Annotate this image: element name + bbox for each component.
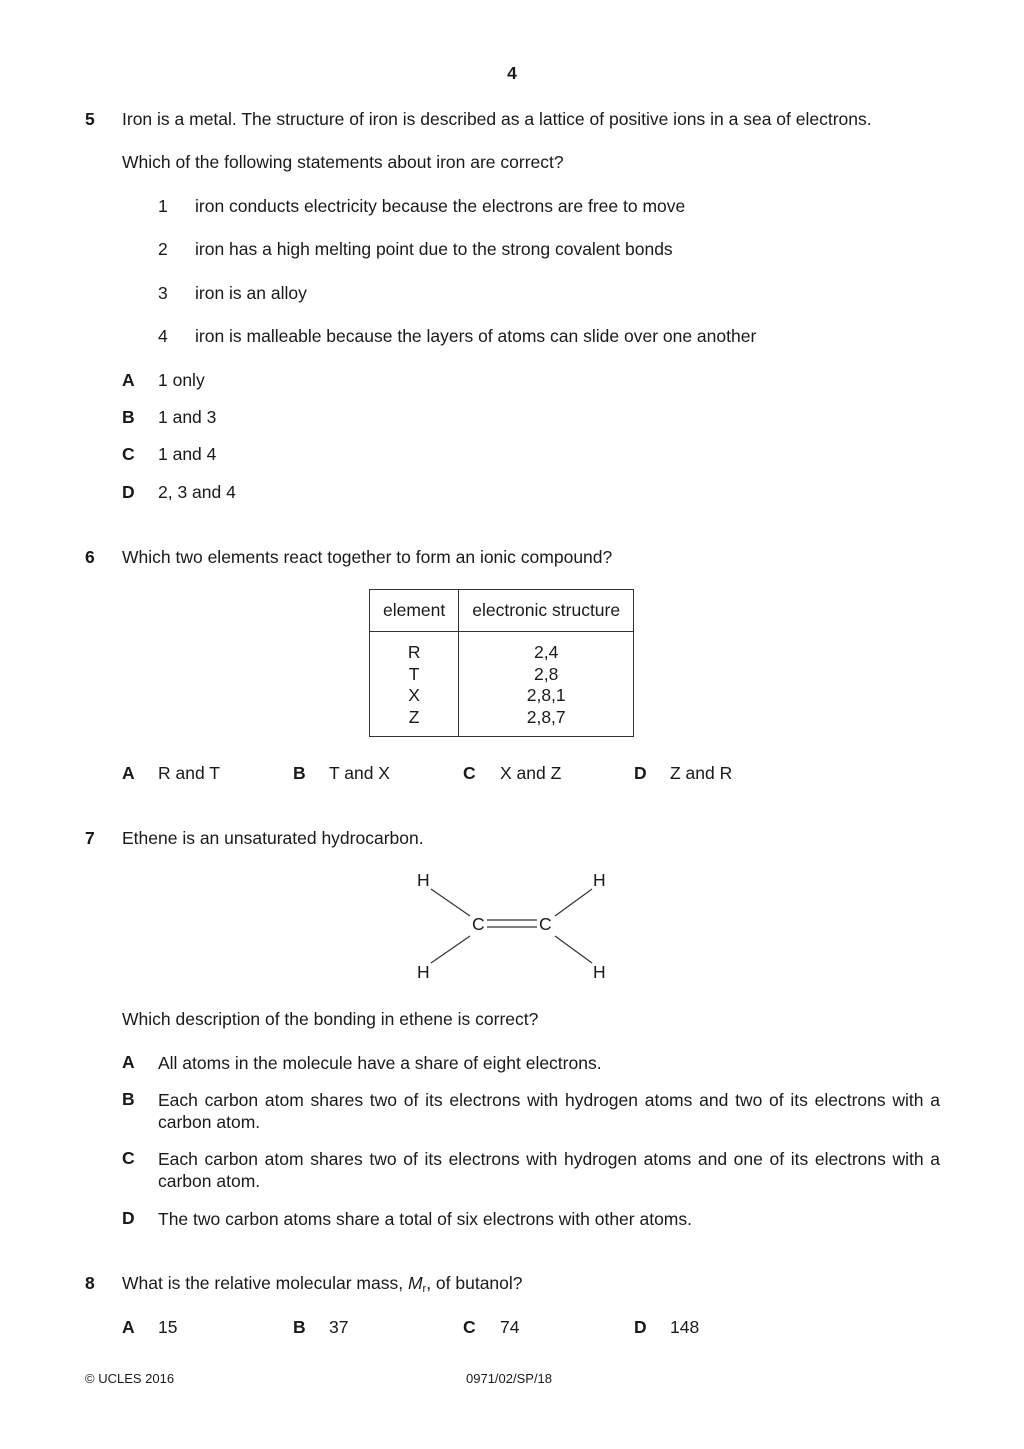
table-header-row [370, 590, 634, 632]
option-a-text: 15 [158, 1317, 178, 1337]
hydrogen-atom-label: H [593, 962, 606, 982]
hydrogen-atom-label: H [593, 870, 606, 890]
option-letter-a: A [122, 1052, 135, 1072]
page-number: 4 [507, 63, 517, 83]
option-b-text: 37 [329, 1317, 349, 1337]
option-d-text: 2, 3 and 4 [158, 482, 236, 502]
footer-copyright: © UCLES 2016 [85, 1371, 175, 1386]
bond-h-c-top-right [555, 889, 592, 916]
structure-column [459, 632, 634, 737]
structure-cell: 2,8,7 [526, 706, 566, 727]
option-letter-d: D [122, 482, 135, 502]
statement-number: 2 [158, 239, 168, 259]
option-letter-d: D [634, 763, 647, 783]
structure-cell: 2,8,1 [526, 685, 566, 705]
molar-mass-symbol: M [407, 1273, 423, 1293]
question-8-question [122, 1273, 523, 1295]
element-cell: X [408, 685, 420, 705]
option-c-text: X and Z [500, 763, 562, 783]
hydrogen-atom-label: H [417, 870, 430, 890]
molar-mass-subscript: r [422, 1283, 427, 1295]
statement-text: iron has a high melting point due to the strong covalent bonds [195, 239, 673, 259]
option-letter-c: C [463, 1317, 476, 1337]
option-letter-b: B [122, 407, 135, 427]
question-6-question: Which two elements react together to form an ionic compound? [122, 547, 613, 567]
question-6-number: 6 [85, 547, 95, 567]
option-letter-a: A [122, 1317, 135, 1337]
statement-text: iron conducts electricity because the electrons are free to move [195, 196, 686, 216]
option-b-text: 1 and 3 [158, 407, 217, 427]
statement-number: 4 [158, 326, 168, 346]
element-cell: R [407, 642, 421, 662]
question-8-number: 8 [85, 1273, 95, 1293]
option-d-text: Z and R [670, 763, 733, 783]
electronic-structure-table [369, 589, 634, 737]
option-letter-c: C [463, 763, 476, 783]
element-column [370, 632, 459, 737]
option-a-text: All atoms in the molecule have a share of eight electrons. [158, 1053, 602, 1073]
question-7-number: 7 [85, 828, 95, 848]
question-8-text-start: What is the relative molecular mass, [122, 1273, 408, 1293]
option-c-text: 1 and 4 [158, 444, 217, 464]
option-letter-a: A [122, 370, 135, 390]
table-row [370, 632, 634, 737]
structure-cell: 2,4 [534, 642, 559, 662]
option-c-text: 74 [500, 1317, 520, 1337]
element-cell: T [408, 663, 420, 684]
option-letter-c: C [122, 444, 135, 464]
structure-cell: 2,8 [534, 663, 559, 684]
option-letter-b: B [293, 763, 306, 783]
question-5-number: 5 [85, 109, 95, 129]
option-b-text: T and X [329, 763, 390, 783]
question-7-stem: Ethene is an unsaturated hydrocarbon. [122, 828, 424, 848]
option-a-text: R and T [158, 763, 220, 783]
question-5-question: Which of the following statements about iron are correct? [122, 152, 564, 172]
option-d-text: The two carbon atoms share a total of six electrons with other atoms. [158, 1209, 692, 1229]
option-letter-c: C [122, 1148, 135, 1168]
option-letter-a: A [122, 763, 135, 783]
footer-syllabus-code: 0971/02/SP/18 [466, 1371, 553, 1386]
option-letter-d: D [122, 1208, 135, 1228]
ethene-structure-diagram [400, 862, 630, 988]
option-b-text: Each carbon atom shares two of its electrons with hydrogen atoms and two of its electrons with a carbon atom. [158, 1090, 940, 1132]
option-letter-d: D [634, 1317, 647, 1337]
option-c-text: Each carbon atom shares two of its electrons with hydrogen atoms and one of its electrons with a carbon atom. [158, 1149, 940, 1191]
bond-h-c-bottom-left [431, 936, 470, 963]
element-cell: Z [408, 706, 420, 727]
option-letter-b: B [122, 1089, 135, 1109]
question-7-question: Which description of the bonding in ethene is correct? [122, 1009, 539, 1029]
carbon-atom-label: C [472, 914, 485, 934]
carbon-atom-label: C [539, 914, 552, 934]
question-8-text-end: , of butanol? [426, 1273, 523, 1293]
option-letter-b: B [293, 1317, 306, 1337]
option-a-text: 1 only [158, 370, 205, 390]
statement-text: iron is malleable because the layers of atoms can slide over one another [195, 326, 757, 346]
bond-h-c-top-left [431, 889, 470, 916]
table-header-element: element [370, 590, 459, 632]
option-d-text: 148 [670, 1317, 700, 1337]
question-5-stem: Iron is a metal. The structure of iron is described as a lattice of positive ions in a sea of electrons. [122, 109, 872, 129]
table-header-structure: electronic structure [459, 590, 634, 632]
statement-text: iron is an alloy [195, 283, 307, 303]
hydrogen-atom-label: H [417, 962, 430, 982]
statement-number: 1 [158, 196, 168, 216]
bond-h-c-bottom-right [555, 936, 592, 963]
statement-number: 3 [158, 283, 168, 303]
